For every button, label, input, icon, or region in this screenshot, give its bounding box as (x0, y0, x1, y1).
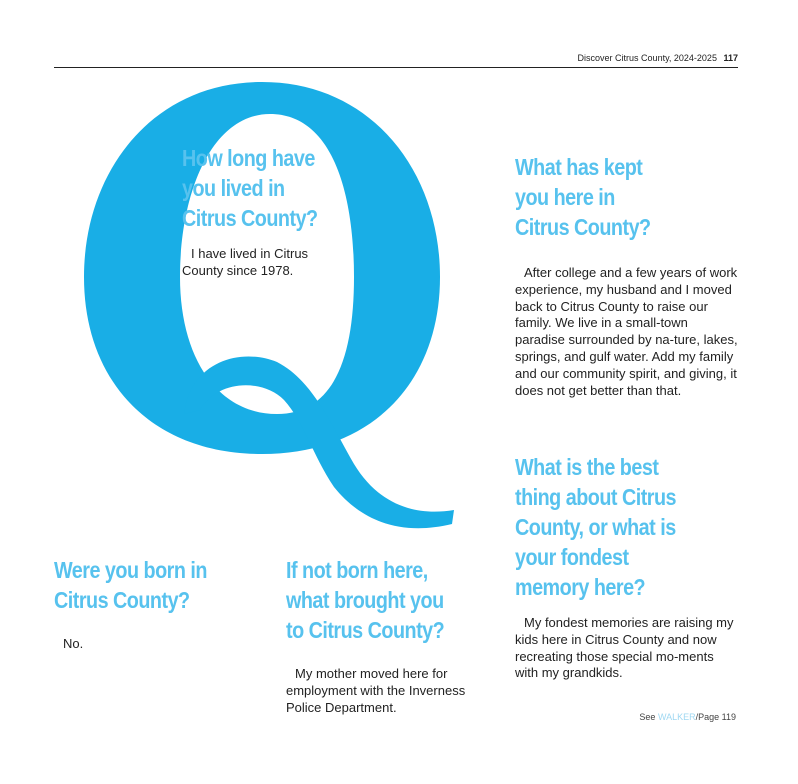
question-what-kept-you: What has kept you here in Citrus County? (515, 154, 651, 240)
question-best-thing: What is the best thing about Citrus County, or what is your fondest memory here? (515, 454, 677, 600)
continued-footer (639, 712, 736, 722)
page-number: 117 (723, 53, 738, 63)
answer-what-kept-you: After college and a few years of work experience, my husband and I moved back to Citrus County to raise our family. We live in a small-town paradise surrounded by na-ture, lakes, springs, and gulf water. Add my family and our community spirit, and giving, it does not get better than that. (515, 265, 738, 398)
footer-see: See (639, 712, 656, 722)
publication-title: Discover Citrus County, 2024-2025 (577, 53, 717, 63)
question-what-brought-you: If not born here, what brought you to Citrus County? (286, 557, 445, 643)
answer-how-long: I have lived in Citrus County since 1978. (182, 246, 309, 278)
answer-best-thing: My fondest memories are raising my kids here in Citrus County and now recreating those special mo-ments with my grandkids. (515, 615, 734, 681)
footer-name: WALKER (657, 712, 696, 722)
answer-born-here: No. (63, 636, 84, 651)
answer-what-brought-you: My mother moved here for employment with the Inverness Police Department. (286, 666, 466, 715)
footer-page-ref: /Page 119 (695, 712, 736, 722)
big-q-graphic (72, 62, 472, 532)
question-born-here: Were you born in Citrus County? (54, 557, 207, 613)
question-how-long: How long have you lived in Citrus County? (182, 145, 318, 231)
